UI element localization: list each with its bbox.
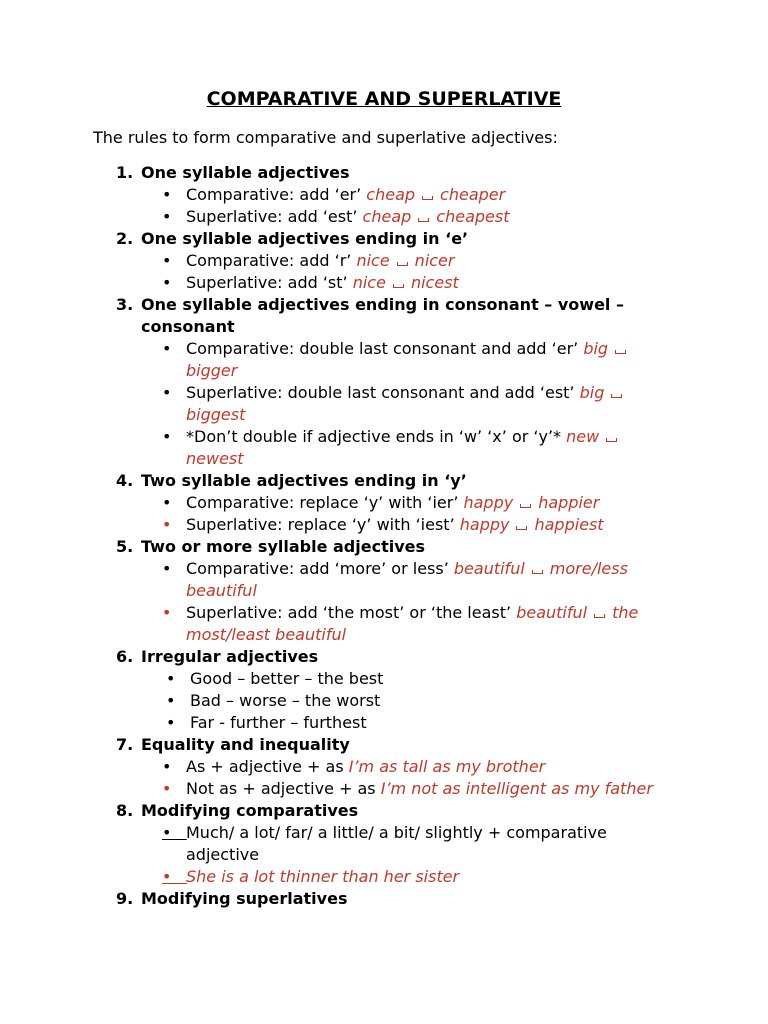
example-sentence: She is a lot thinner than her sister	[186, 867, 460, 886]
example-result: newest	[186, 449, 244, 468]
rule-text: Superlative: add ‘the most’ or ‘the least’	[186, 603, 517, 622]
example-result: the most/least beautiful	[186, 603, 639, 644]
bullet-icon: •	[162, 339, 172, 358]
list-item	[0, 602, 768, 646]
section-title: One syllable adjectives ending in ‘e’	[141, 229, 469, 248]
bullet-icon: •	[166, 691, 176, 710]
bullet-icon: •	[162, 207, 172, 226]
bullet-icon: •	[162, 493, 172, 512]
section-title: One syllable adjectives	[141, 163, 350, 182]
example-result: cheapest	[436, 207, 510, 226]
section-title: Irregular adjectives	[141, 647, 319, 666]
example-result: cheaper	[440, 185, 506, 204]
rule-text: Bad – worse – the worst	[190, 691, 381, 710]
arrow-icon	[418, 218, 429, 222]
list-item	[0, 338, 768, 382]
example-result: biggest	[186, 405, 246, 424]
example-word: big	[579, 383, 605, 402]
bullet-icon: •	[162, 867, 187, 886]
rule-text: Much/ a lot/ far/ a little/ a bit/ slightly + comparative adjective	[186, 823, 607, 864]
list-item	[0, 778, 768, 800]
section-number: 8.	[116, 801, 134, 820]
rule-text: Superlative: add ‘st’	[186, 273, 353, 292]
section-2	[0, 228, 768, 250]
example-word: nice	[356, 251, 390, 270]
example-result: nicest	[410, 273, 459, 292]
bullet-icon: •	[162, 383, 172, 402]
example-word: cheap	[366, 185, 416, 204]
list-item	[0, 382, 768, 426]
section-4	[0, 470, 768, 492]
rule-text: Comparative: add ‘er’	[186, 185, 367, 204]
section-number: 6.	[116, 647, 134, 666]
section-number: 3.	[116, 295, 134, 314]
section-number: 4.	[116, 471, 134, 490]
list-item	[0, 426, 768, 470]
rule-text: Not as + adjective + as	[186, 779, 381, 798]
section-5	[0, 536, 768, 558]
rule-text: Superlative: double last consonant and add ‘est’	[186, 383, 580, 402]
example-word: new	[566, 427, 600, 446]
section-title: One syllable adjectives ending in consonant – vowel – consonant	[141, 295, 624, 336]
section-number: 7.	[116, 735, 134, 754]
list-item	[0, 756, 768, 778]
rule-text: Comparative: add ‘r’	[186, 251, 357, 270]
section-number: 5.	[116, 537, 134, 556]
bullet-icon: •	[162, 823, 187, 842]
example-word: big	[583, 339, 609, 358]
section-title: Modifying superlatives	[141, 889, 348, 908]
example-result: happiest	[534, 515, 604, 534]
rule-text: *Don’t double if adjective ends in ‘w’ ‘x’ or ‘y’*	[186, 427, 567, 446]
section-title: Equality and inequality	[141, 735, 350, 754]
example-result: bigger	[186, 361, 238, 380]
example-result: more/less beautiful	[186, 559, 628, 600]
rule-text: Superlative: add ‘est’	[186, 207, 363, 226]
bullet-icon: •	[162, 185, 172, 204]
list-item	[0, 272, 768, 294]
rule-text: As + adjective + as	[186, 757, 349, 776]
rule-text: Comparative: double last consonant and add ‘er’	[186, 339, 584, 358]
arrow-icon	[615, 350, 626, 354]
section-title: Two syllable adjectives ending in ‘y’	[141, 471, 467, 490]
arrow-icon	[520, 504, 531, 508]
arrow-icon	[393, 284, 404, 288]
section-6	[0, 646, 768, 668]
example-word: nice	[352, 273, 386, 292]
list-item	[0, 492, 768, 514]
section-3	[0, 294, 768, 338]
list-item	[0, 558, 768, 602]
section-1	[0, 162, 768, 184]
example-word: happy	[463, 493, 514, 512]
arrow-icon	[532, 570, 543, 574]
bullet-icon: •	[166, 669, 176, 688]
rule-text: Comparative: replace ‘y’ with ‘ier’	[186, 493, 464, 512]
list-item	[0, 712, 768, 734]
arrow-icon	[516, 526, 527, 530]
arrow-icon	[397, 262, 408, 266]
bullet-icon: •	[166, 713, 176, 732]
list-item	[0, 206, 768, 228]
section-title: Modifying comparatives	[141, 801, 359, 820]
bullet-icon: •	[162, 559, 172, 578]
bullet-icon: •	[162, 273, 172, 292]
section-7	[0, 734, 768, 756]
example-word: happy	[459, 515, 510, 534]
example-result: nicer	[414, 251, 455, 270]
rule-text: Comparative: add ‘more’ or less’	[186, 559, 454, 578]
bullet-icon: •	[162, 779, 172, 798]
example-word: beautiful	[453, 559, 525, 578]
list-item	[0, 250, 768, 272]
section-title: Two or more syllable adjectives	[141, 537, 426, 556]
bullet-icon: •	[162, 603, 172, 622]
bullet-icon: •	[162, 251, 172, 270]
rule-text: Superlative: replace ‘y’ with ‘iest’	[186, 515, 460, 534]
section-9	[0, 888, 768, 910]
bullet-icon: •	[162, 757, 172, 776]
section-number: 2.	[116, 229, 134, 248]
section-number: 9.	[116, 889, 134, 908]
example-word: cheap	[362, 207, 412, 226]
example-sentence: I’m as tall as my brother	[348, 757, 546, 776]
list-item	[0, 514, 768, 536]
list-item	[0, 668, 768, 690]
list-item	[0, 866, 768, 888]
list-item	[0, 822, 768, 866]
rule-text: Good – better – the best	[190, 669, 384, 688]
rules-list	[0, 162, 768, 910]
list-item	[0, 184, 768, 206]
bullet-icon: •	[162, 427, 172, 446]
rule-text: Far - further – furthest	[190, 713, 367, 732]
arrow-icon	[606, 438, 617, 442]
arrow-icon	[422, 196, 433, 200]
arrow-icon	[611, 394, 622, 398]
document-title: COMPARATIVE AND SUPERLATIVE	[206, 88, 562, 110]
example-sentence: I’m not as intelligent as my father	[380, 779, 653, 798]
section-8	[0, 800, 768, 822]
bullet-icon: •	[162, 515, 172, 534]
example-result: happier	[538, 493, 600, 512]
list-item	[0, 690, 768, 712]
section-number: 1.	[116, 163, 134, 182]
intro-text: The rules to form comparative and superlative adjectives:	[93, 128, 558, 147]
arrow-icon	[594, 614, 605, 618]
example-word: beautiful	[516, 603, 588, 622]
